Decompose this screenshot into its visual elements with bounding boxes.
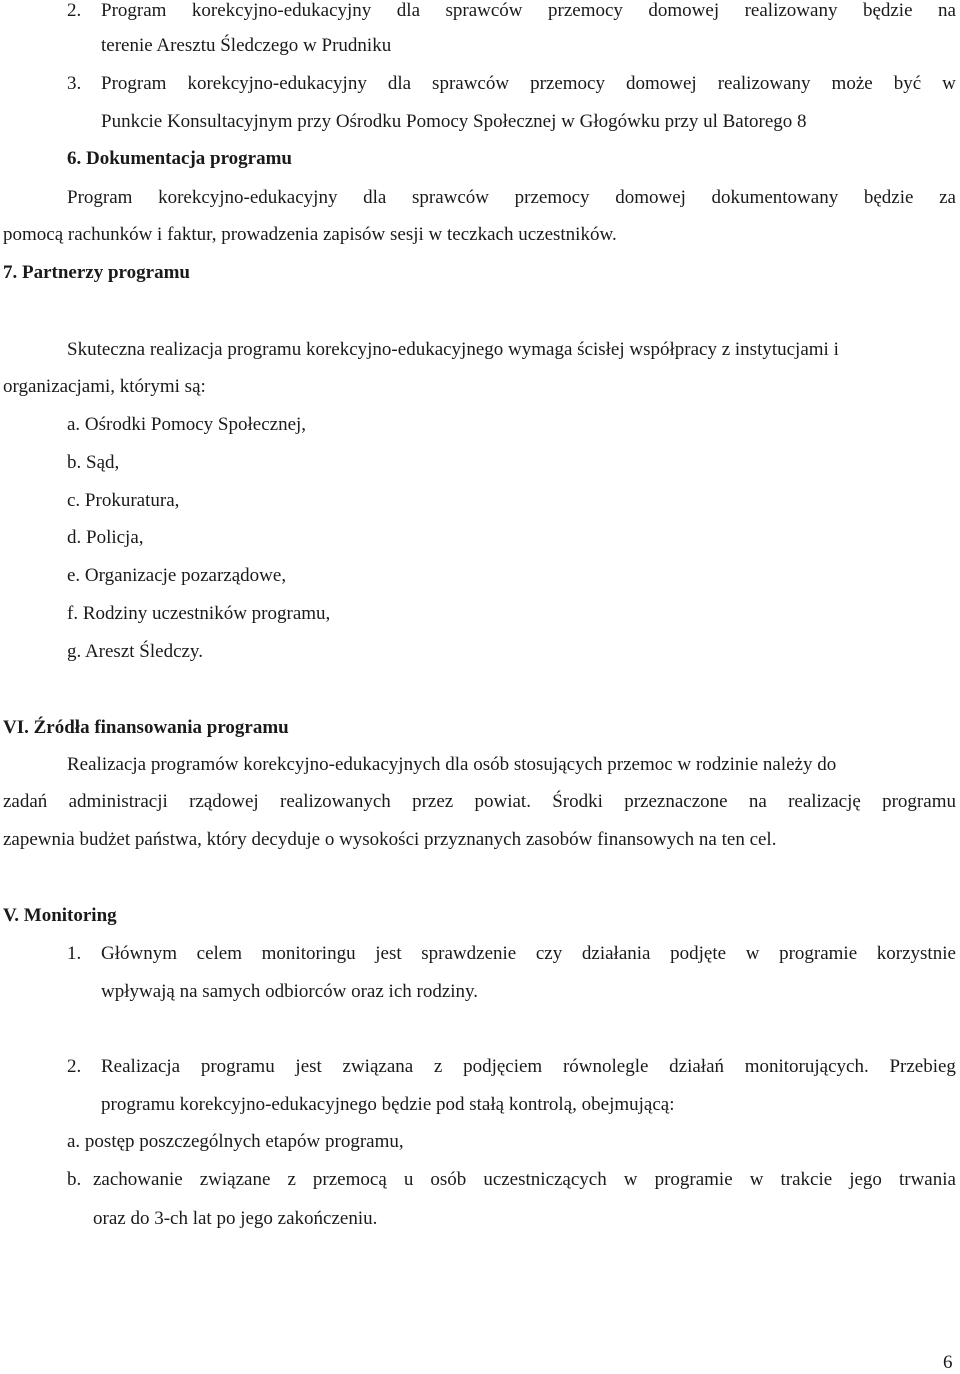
- paragraph-line: zapewnia budżet państwa, który decyduje o wysokości przyznanych zasobów finansowych na ten cel.: [3, 829, 777, 850]
- paragraph-line: pomocą rachunków i faktur, prowadzenia zapisów sesji w teczkach uczestników.: [3, 224, 617, 245]
- word: w: [749, 1169, 764, 1190]
- word: działań: [669, 1056, 724, 1077]
- word: związane: [199, 1169, 271, 1190]
- list-number: 3.: [67, 73, 82, 94]
- word: realizowany: [717, 73, 811, 94]
- word: związana: [342, 1056, 414, 1077]
- paragraph-line: Skuteczna realizacja programu korekcyjno-edukacyjnego wymaga ścisłej współpracy z instytucjami i: [67, 339, 839, 360]
- word: domowej: [615, 187, 686, 208]
- word: Głównym: [101, 943, 177, 964]
- word: korekcyjno-edukacyjny: [187, 73, 367, 94]
- section-heading: 7. Partnerzy programu: [3, 262, 190, 283]
- list-item-text: programu korekcyjno-edukacyjnego będzie pod stałą kontrolą, obejmującą:: [101, 1094, 675, 1115]
- list-item-text: [101, 1056, 956, 1078]
- paragraph-line: [3, 791, 956, 813]
- word: u: [403, 1169, 414, 1190]
- word: podjęciem: [463, 1056, 543, 1077]
- list-item-text: oraz do 3-ch lat po jego zakończeniu.: [93, 1208, 378, 1229]
- word: realizowany: [744, 0, 838, 21]
- word: Program: [101, 0, 167, 21]
- section-heading: VI. Źródła finansowania programu: [3, 717, 289, 738]
- list-item: g. Areszt Śledczy.: [67, 641, 203, 662]
- word: za: [939, 187, 956, 208]
- word: programie: [654, 1169, 733, 1190]
- section-heading: V. Monitoring: [3, 905, 117, 926]
- word: trwania: [898, 1169, 956, 1190]
- word: korekcyjno-edukacyjny: [191, 0, 372, 21]
- paragraph-line: [67, 187, 956, 209]
- word: Program: [67, 187, 133, 208]
- word: w: [942, 73, 956, 94]
- word: osób: [430, 1169, 467, 1190]
- word: programie: [779, 943, 858, 964]
- word: celem: [196, 943, 242, 964]
- list-item: a. Ośrodki Pomocy Społecznej,: [67, 414, 307, 435]
- word: domowej: [648, 0, 720, 21]
- word: rządowej: [189, 791, 259, 812]
- word: przez: [412, 791, 454, 812]
- word: zachowanie: [93, 1169, 183, 1190]
- word: domowej: [625, 73, 697, 94]
- word: będzie: [863, 187, 914, 208]
- list-item-text: terenie Aresztu Śledczego w Prudniku: [101, 35, 392, 56]
- word: dla: [396, 0, 421, 21]
- word: na: [748, 791, 767, 812]
- word: korzystnie: [876, 943, 956, 964]
- word: realizowanych: [280, 791, 391, 812]
- list-number: 2.: [67, 0, 82, 21]
- word: sprawców: [432, 73, 510, 94]
- word: w: [623, 1169, 638, 1190]
- word: będzie: [862, 0, 913, 21]
- word: sprawców: [411, 187, 489, 208]
- list-item: e. Organizacje pozarządowe,: [67, 565, 287, 586]
- list-item-text: wpływają na samych odbiorców oraz ich rodziny.: [101, 981, 479, 1002]
- word: Przebieg: [889, 1056, 956, 1077]
- list-number: b.: [67, 1169, 82, 1190]
- word: podjęte: [670, 943, 727, 964]
- word: Program: [101, 73, 167, 94]
- word: przemocy: [548, 0, 623, 21]
- word: działania: [581, 943, 651, 964]
- word: z: [287, 1169, 296, 1190]
- word: przeznaczone: [624, 791, 728, 812]
- word: dla: [387, 73, 412, 94]
- word: może: [831, 73, 873, 94]
- word: sprawców: [445, 0, 523, 21]
- word: być: [893, 73, 922, 94]
- list-number: 2.: [67, 1056, 82, 1077]
- word: zadań: [3, 791, 48, 812]
- word: jest: [295, 1056, 322, 1077]
- list-item: a. postęp poszczególnych etapów programu,: [67, 1131, 404, 1152]
- word: przemocą: [312, 1169, 387, 1190]
- section-heading: 6. Dokumentacja programu: [67, 148, 293, 169]
- word: trakcie: [780, 1169, 833, 1190]
- word: przemocy: [514, 187, 590, 208]
- word: równolegle: [562, 1056, 649, 1077]
- list-item: c. Prokuratura,: [67, 490, 180, 511]
- paragraph-line: Realizacja programów korekcyjno-edukacyjnych dla osób stosujących przemoc w rodzinie należy do: [67, 754, 837, 775]
- list-number: 1.: [67, 943, 82, 964]
- word: dla: [363, 187, 387, 208]
- paragraph-line: organizacjami, którymi są:: [3, 376, 206, 397]
- word: monitoringu: [261, 943, 356, 964]
- word: programu: [200, 1056, 275, 1077]
- list-item-text: [101, 73, 956, 95]
- word: w: [745, 943, 760, 964]
- word: dokumentowany: [711, 187, 839, 208]
- word: sprawdzenie: [421, 943, 517, 964]
- list-item-text: [101, 943, 956, 965]
- word: jest: [375, 943, 402, 964]
- word: na: [938, 0, 956, 21]
- word: realizację: [788, 791, 861, 812]
- word: programu: [882, 791, 956, 812]
- word: przemocy: [530, 73, 605, 94]
- word: Realizacja: [101, 1056, 181, 1077]
- list-item: d. Policja,: [67, 527, 144, 548]
- list-item-text: [101, 0, 956, 22]
- word: z: [433, 1056, 443, 1077]
- word: powiat.: [474, 791, 531, 812]
- word: czy: [535, 943, 563, 964]
- word: monitorujących.: [744, 1056, 869, 1077]
- list-item: b. Sąd,: [67, 452, 120, 473]
- word: uczestniczących: [483, 1169, 607, 1190]
- word: Środki: [552, 791, 603, 812]
- list-item-text: [93, 1169, 956, 1191]
- list-item-text: Punkcie Konsultacyjnym przy Ośrodku Pomocy Społecznej w Głogówku przy ul Batorego 8: [101, 111, 807, 132]
- page-number: 6: [943, 1352, 953, 1373]
- word: jego: [849, 1169, 882, 1190]
- word: administracji: [68, 791, 168, 812]
- list-item: f. Rodziny uczestników programu,: [67, 603, 331, 624]
- word: korekcyjno-edukacyjny: [158, 187, 338, 208]
